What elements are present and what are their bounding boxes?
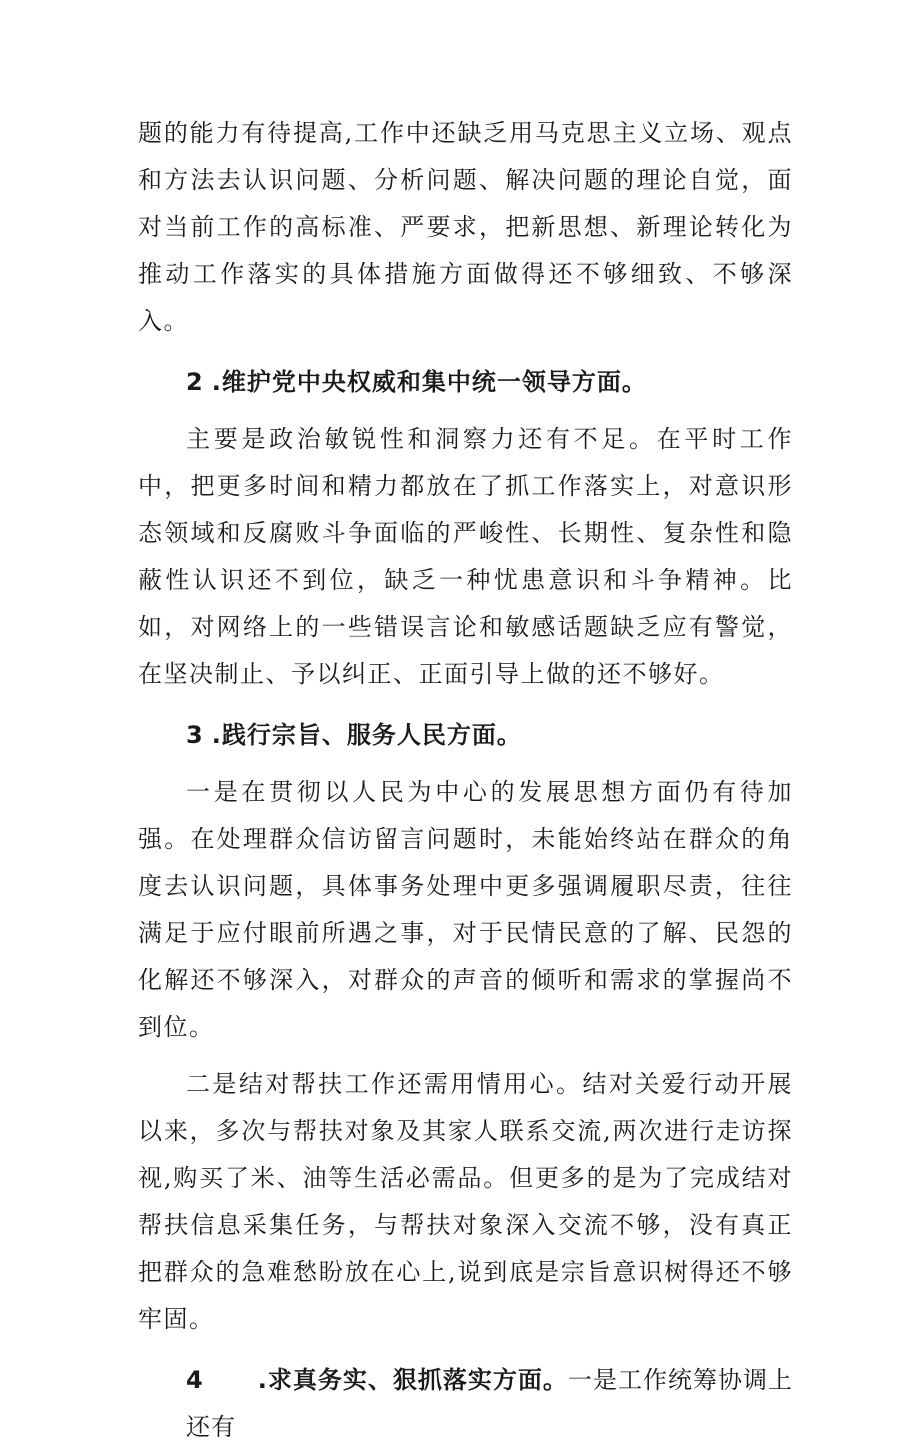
section-heading-2 <box>138 359 793 406</box>
document-body <box>138 110 793 1451</box>
section-heading-4 <box>138 1357 793 1451</box>
section-number: 4 <box>186 1366 204 1394</box>
paragraph-section-2: 主要是政治敏锐性和洞察力还有不足。在平时工作中，把更多时间和精力都放在了抓工作落实上，对意识形态领域和反腐败斗争面临的严峻性、长期性、复杂性和隐蔽性认识还不到位，缺乏一种忧患意识和斗争精神。比如，对网络上的一些错误言论和敏感话题缺乏应有警觉，在坚决制止、予以纠正、正面引导上做的还不够好。 <box>138 425 793 688</box>
section-4-text: 一是工作统筹协调上还有 <box>186 1366 794 1441</box>
paragraph-section-3a: 一是在贯彻以人民为中心的发展思想方面仍有待加强。在处理群众信访留言问题时，未能始终站在群众的角度去认识问题，具体事务处理中更多强调履职尽责，往往满足于应付眼前所遇之事，对于民情民意的了解、民怨的化解还不够深入，对群众的声音的倾听和需求的掌握尚不到位。 <box>138 778 793 1041</box>
section-title: .维护党中央权威和集中统一领导方面。 <box>211 368 647 396</box>
section-number: 3 <box>186 721 204 749</box>
section-number: 2 <box>186 368 204 396</box>
section-heading-3 <box>138 712 793 759</box>
paragraph-intro: 题的能力有待提高,工作中还缺乏用马克思主义立场、观点和方法去认识问题、分析问题、解决问题的理论自觉，面对当前工作的高标准、严要求，把新思想、新理论转化为推动工作落实的具体措施方面做得还不够细致、不够深入。 <box>138 119 793 335</box>
section-title: .践行宗旨、服务人民方面。 <box>211 721 522 749</box>
section-title: .求真务实、狠抓落实方面。 <box>257 1366 568 1394</box>
paragraph-section-3b: 二是结对帮扶工作还需用情用心。结对关爱行动开展以来，多次与帮扶对象及其家人联系交流,两次进行走访探视,购买了米、油等生活必需品。但更多的是为了完成结对帮扶信息采集任务，与帮扶对象深入交流不够，没有真正把群众的急难愁盼放在心上,说到底是宗旨意识树得还不够牢固。 <box>138 1070 793 1333</box>
